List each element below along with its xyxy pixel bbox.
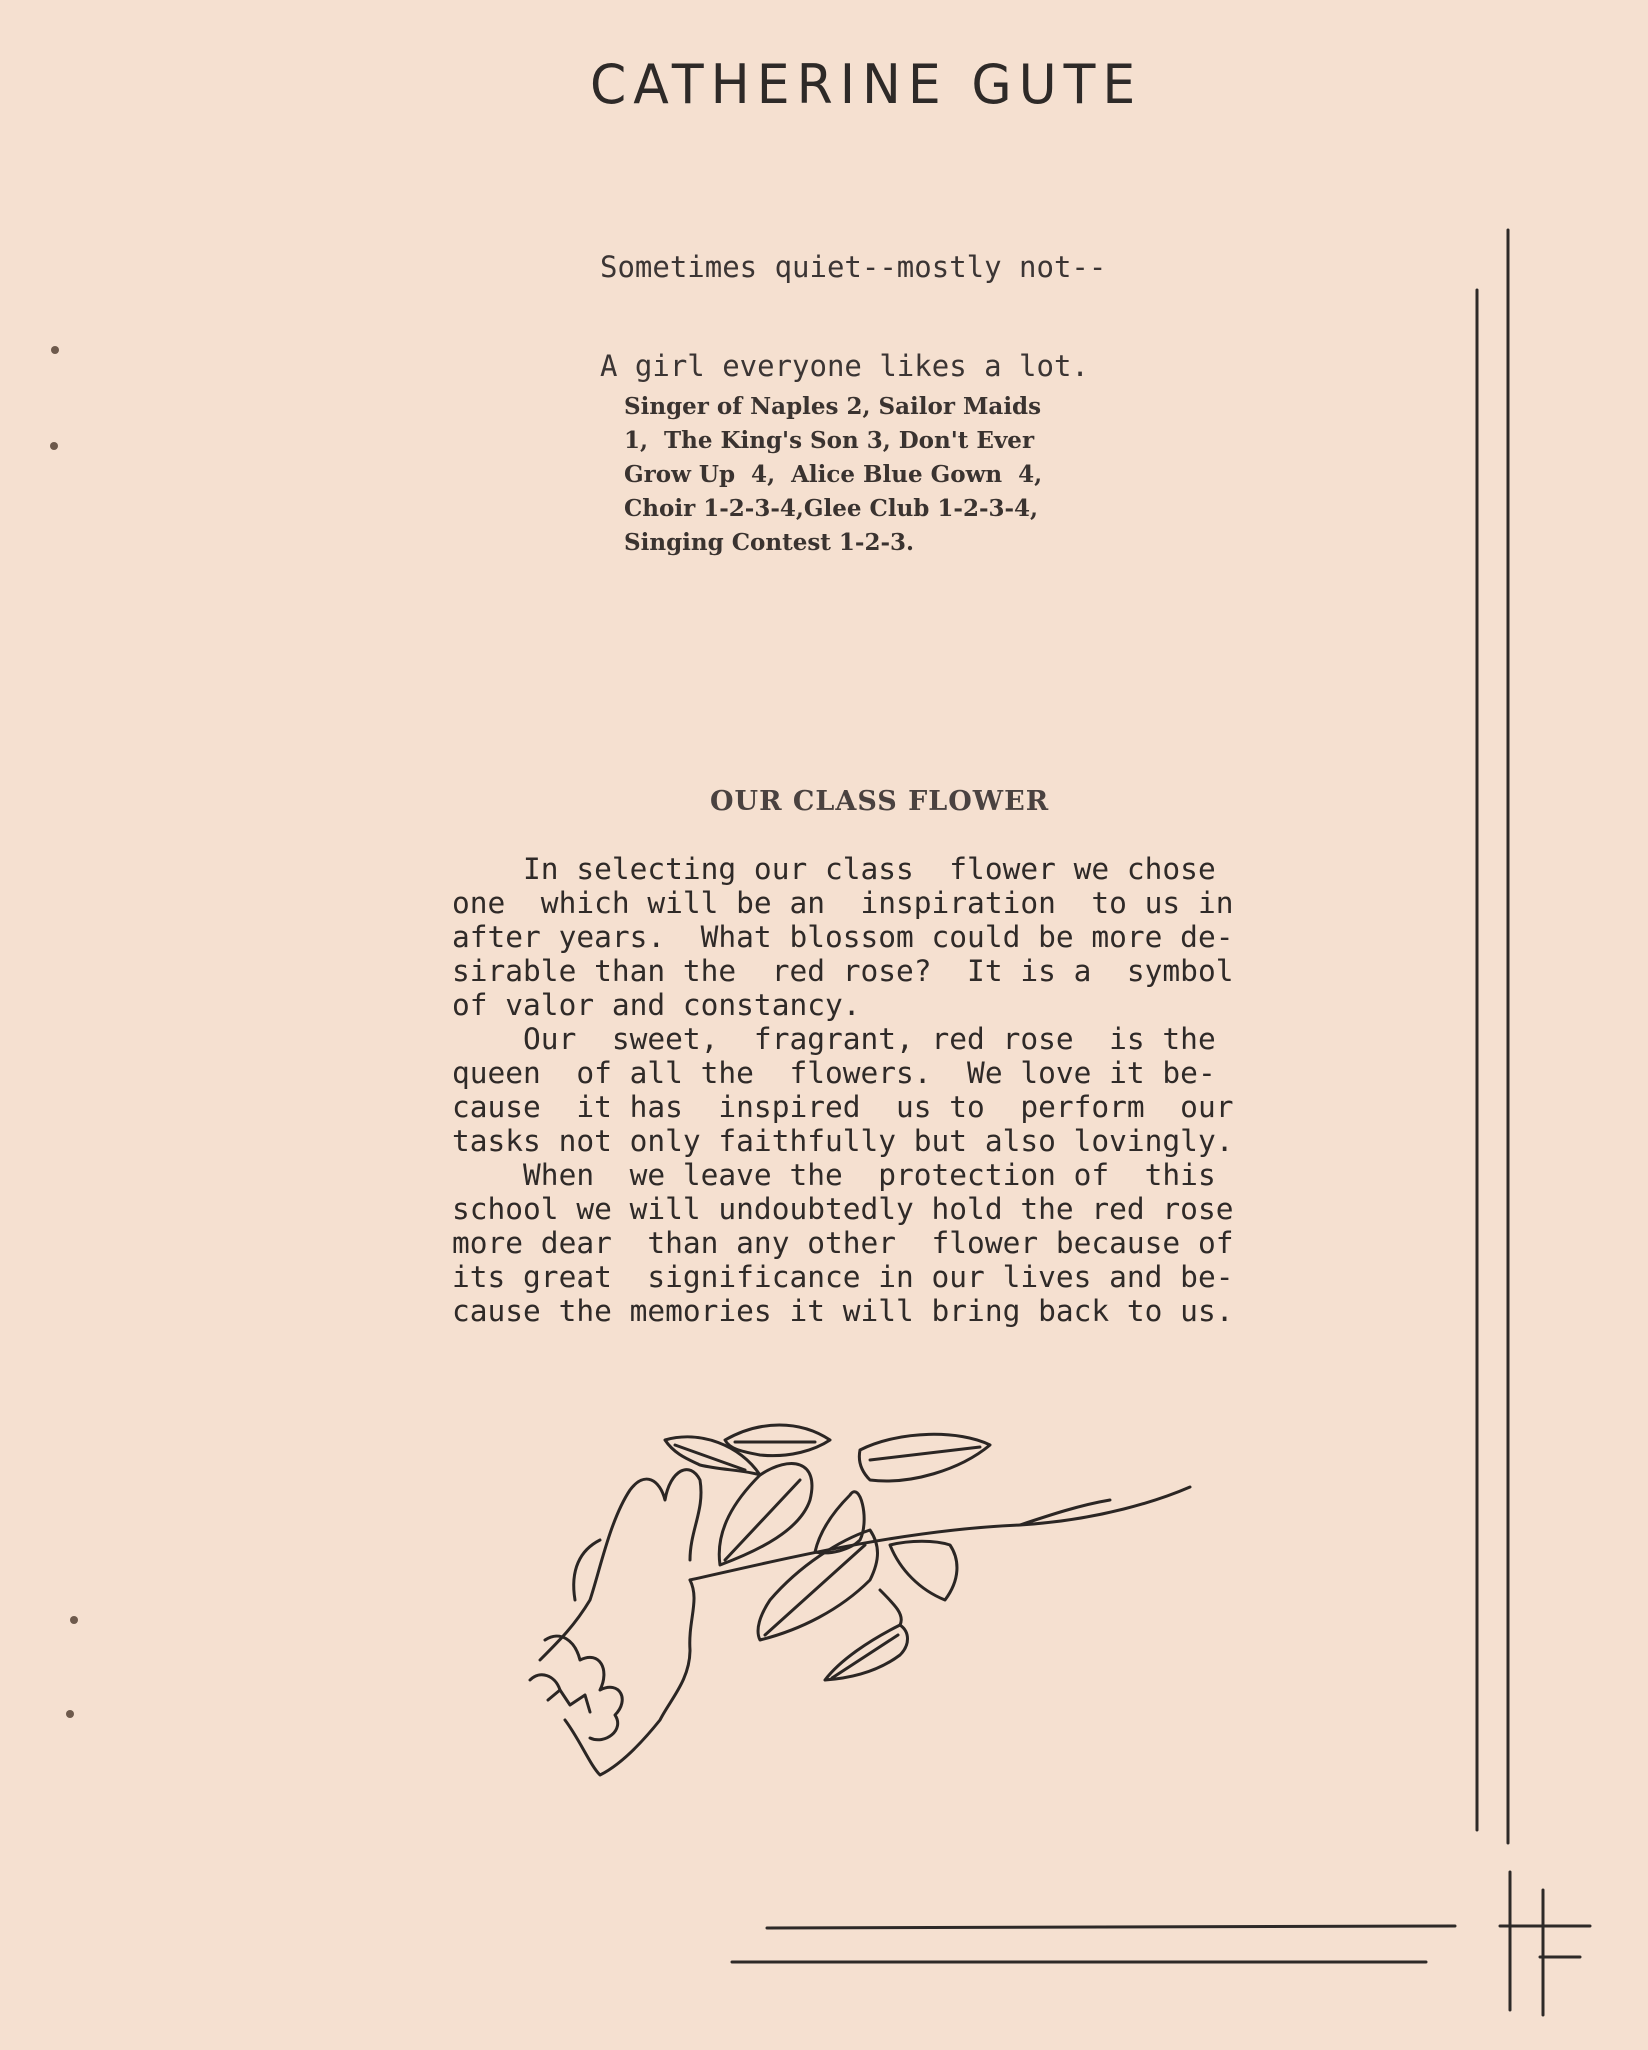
essay-line: its great significance in our lives and be- <box>452 1260 1234 1294</box>
essay-line: school we will undoubtedly hold the red rose <box>452 1192 1234 1226</box>
verse-line: A girl everyone likes a lot. <box>600 349 1089 383</box>
activity-line: Choir 1-2-3-4,Glee Club 1-2-3-4, <box>624 495 1039 522</box>
essay-line: When we leave the protection of this <box>452 1158 1216 1192</box>
activity-line: 1, The King's Son 3, Don't Ever <box>624 427 1035 454</box>
essay-line: tasks not only faithfully but also lovingly. <box>452 1124 1234 1158</box>
essay-line: of valor and constancy. <box>452 988 861 1022</box>
essay-line: cause it has inspired us to perform our <box>452 1090 1234 1124</box>
essay-line: cause the memories it will bring back to us. <box>452 1294 1234 1328</box>
essay-title: OUR CLASS FLOWER <box>710 786 1050 817</box>
essay-line: Our sweet, fragrant, red rose is the <box>452 1022 1216 1056</box>
essay-line: more dear than any other flower because of <box>452 1226 1234 1260</box>
activity-line: Singer of Naples 2, Sailor Maids <box>624 393 1042 420</box>
essay-line: queen of all the flowers. We love it be- <box>452 1056 1216 1090</box>
student-name: CATHERINE GUTE <box>590 53 1143 117</box>
activity-line: Singing Contest 1-2-3. <box>624 529 915 556</box>
activity-line: Grow Up 4, Alice Blue Gown 4, <box>624 461 1043 488</box>
verse-line: Sometimes quiet--mostly not-- <box>600 250 1107 284</box>
essay-line: after years. What blossom could be more de- <box>452 920 1234 954</box>
essay-line: In selecting our class flower we chose <box>452 852 1216 886</box>
essay-line: one which will be an inspiration to us in <box>452 886 1234 920</box>
essay-line: sirable than the red rose? It is a symbol <box>452 954 1234 988</box>
